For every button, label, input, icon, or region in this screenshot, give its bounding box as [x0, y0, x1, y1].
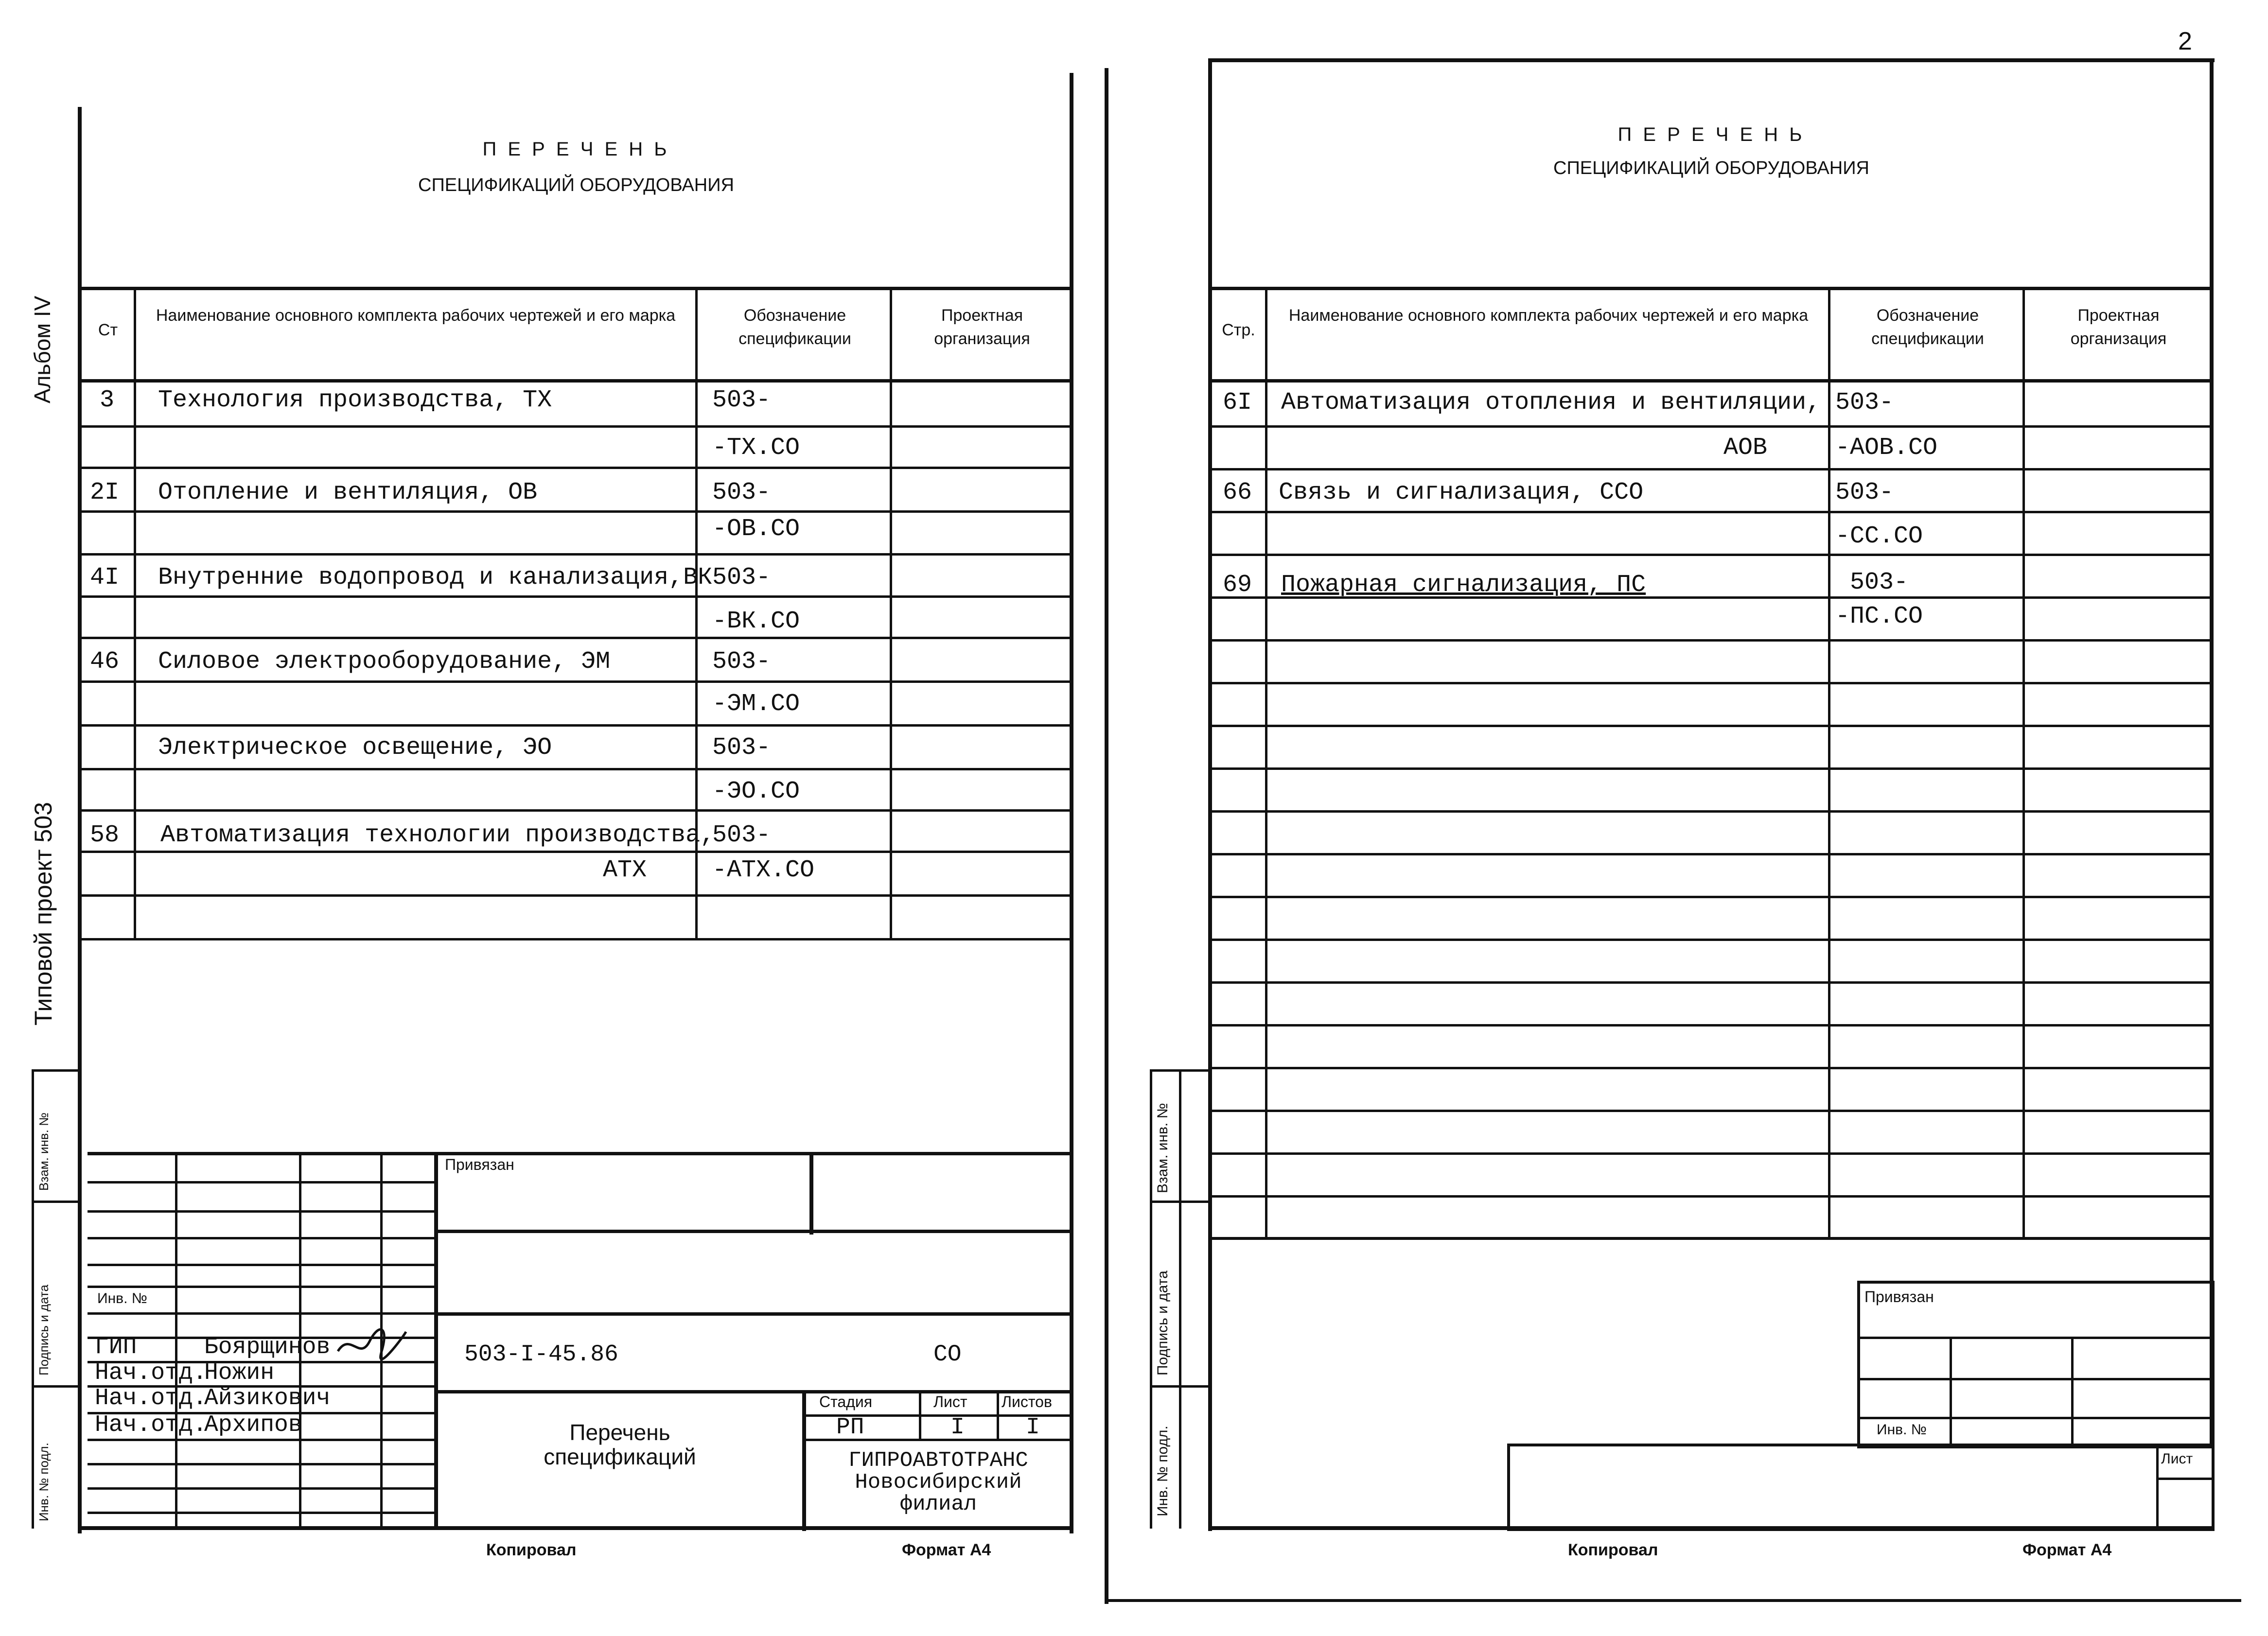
- left-row-line: [80, 851, 1072, 853]
- left-row-1-code2: -ТХ.СО: [712, 434, 800, 462]
- left-row-5-code1: 503-: [712, 734, 771, 762]
- right-row-line: [1211, 1024, 2212, 1027]
- right-margin-line-2: [1179, 1069, 1181, 1529]
- left-row-3-page: 4I: [90, 564, 120, 592]
- right-row-1-name2: АОВ: [1723, 434, 1768, 462]
- right-col-line-3: [2022, 287, 2025, 1239]
- left-table-head-bottom: [80, 379, 1072, 383]
- left-row-line: [80, 595, 1072, 598]
- left-row-4-code2: -ЭМ.СО: [712, 690, 800, 718]
- stamp-h-priv: [435, 1230, 1072, 1233]
- right-row-line: [1211, 639, 2212, 642]
- stamp-v-6: [802, 1390, 806, 1531]
- stamp-project-code: 503-I-45.86: [464, 1341, 618, 1368]
- stamp-name-3: Айзикович: [204, 1385, 331, 1411]
- right-col-code-header: Обозначение спецификации: [1871, 306, 1984, 348]
- right-subtitle: СПЕЦИФИКАЦИЙ ОБОРУДОВАНИЯ: [1553, 158, 1869, 178]
- right-stamp-lower-box: [1507, 1444, 2215, 1531]
- right-row-line: [1211, 939, 2212, 941]
- stamp-sheets-value: I: [1026, 1414, 1040, 1441]
- right-col-line-2: [1828, 287, 1830, 1239]
- right-row-line: [1211, 511, 2212, 513]
- right-row-1-name: Автоматизация отопления и вентиляции,: [1281, 389, 1821, 417]
- stamp-org-3: филиал: [899, 1492, 977, 1516]
- left-row-line: [80, 467, 1072, 469]
- right-stamp-list-v: [2156, 1444, 2159, 1531]
- stamp-row-line: [88, 1312, 435, 1315]
- left-row-2-code2: -ОВ.СО: [712, 515, 800, 543]
- right-stamp-v1: [1950, 1337, 1952, 1448]
- left-margin-cell-1: Взам. инв. №: [36, 1112, 51, 1191]
- left-col-name-header-text: Наименование основного комплекта рабочих чертежей и его марка: [156, 306, 676, 325]
- left-row-3-name: Внутренние водопровод и канализация,ВК: [158, 564, 713, 592]
- left-row-5-name: Электрическое освещение, ЭО: [158, 734, 552, 762]
- left-row-line: [80, 938, 1072, 940]
- left-margin-cell-3: Инв. № подл.: [36, 1443, 51, 1521]
- stamp-v-4: [434, 1152, 438, 1529]
- left-row-line: [80, 809, 1072, 812]
- right-row-3-code2: -ПС.СО: [1835, 603, 1923, 630]
- stamp-org-2: Новосибирский: [855, 1470, 1022, 1495]
- sheet-divider: [1105, 68, 1108, 1604]
- left-row-6-code2: -АТХ.СО: [712, 856, 815, 884]
- stamp-row-line: [88, 1210, 435, 1213]
- left-row-3-code1: 503-: [712, 564, 771, 592]
- left-row-line: [80, 510, 1072, 513]
- stamp-row-line: [88, 1439, 435, 1441]
- left-footer-copied: Копировал: [486, 1541, 577, 1559]
- stamp-v-8: [997, 1390, 999, 1439]
- stamp-row-line: [88, 1181, 435, 1183]
- right-row-line: [1211, 1152, 2212, 1155]
- left-col-org-header: Проектная организация: [934, 306, 1030, 348]
- right-row-2-code1: 503-: [1835, 479, 1894, 506]
- right-stamp-h3: [1857, 1417, 2215, 1419]
- left-col-code-header: Обозначение спецификации: [738, 306, 851, 348]
- right-margin-div-3: [1150, 1385, 1211, 1388]
- stamp-stage-label: Стадия: [819, 1393, 873, 1410]
- right-margin-div-1: [1150, 1069, 1211, 1072]
- right-row-2-code2: -СС.СО: [1835, 522, 1923, 550]
- right-row-line: [1211, 896, 2212, 898]
- left-row-line: [80, 553, 1072, 556]
- left-title: П Е Р Е Ч Е Н Ь: [482, 139, 670, 160]
- left-margin-div-3: [32, 1385, 80, 1388]
- left-margin-line: [32, 1069, 34, 1529]
- stamp-sheets-label: Листов: [1002, 1393, 1052, 1410]
- stamp-doc-title-2: спецификаций: [544, 1444, 696, 1469]
- right-row-line: [1211, 810, 2212, 813]
- stamp-org-1: ГИПРОАВТОТРАНС: [848, 1448, 1028, 1473]
- stamp-row-line: [88, 1237, 435, 1239]
- left-col-name-header: [141, 304, 690, 327]
- left-row-line: [80, 724, 1072, 727]
- left-margin-cell-2: Подпись и дата: [36, 1284, 51, 1375]
- right-title: П Е Р Е Ч Е Н Ь: [1617, 124, 1805, 145]
- stamp-v-5: [809, 1152, 813, 1235]
- left-row-6-name: Автоматизация технологии производства,: [160, 821, 715, 849]
- signature-image: [335, 1322, 408, 1366]
- right-row-3-page: 69: [1223, 571, 1252, 599]
- page-number: 2: [2178, 27, 2192, 55]
- left-side-album-label: Альбом IV: [30, 296, 55, 403]
- right-row-3-name: Пожарная сигнализация, ПС: [1281, 571, 1646, 599]
- left-row-2-page: 2I: [90, 479, 120, 506]
- right-row-3-code1: 503-: [1850, 569, 1909, 596]
- stamp-role-1: ГИП: [95, 1334, 137, 1360]
- right-row-2-page: 66: [1223, 479, 1252, 506]
- right-margin-cell-2: Подпись и дата: [1155, 1271, 1171, 1375]
- right-stamp-list: Лист: [2161, 1451, 2193, 1467]
- right-stamp-list-h: [2156, 1478, 2215, 1480]
- right-table-head-bottom: [1211, 379, 2212, 383]
- left-frame-bottom: [78, 1526, 1073, 1530]
- right-stamp-h2: [1857, 1378, 2215, 1380]
- right-footer-copied: Копировал: [1568, 1541, 1658, 1559]
- stamp-v-1: [175, 1152, 177, 1529]
- left-row-6-page: 58: [90, 821, 120, 849]
- right-row-line: [1211, 767, 2212, 770]
- left-row-2-code1: 503-: [712, 479, 771, 506]
- right-footer-format: Формат А4: [2022, 1541, 2112, 1559]
- left-col-line-3: [890, 287, 892, 940]
- stamp-h-code: [435, 1312, 1072, 1316]
- left-margin-div-1: [32, 1069, 80, 1072]
- left-row-4-name: Силовое электрооборудование, ЭМ: [158, 648, 611, 676]
- stamp-stage-value: РП: [836, 1414, 864, 1441]
- stamp-name-4: Архипов: [204, 1412, 302, 1438]
- bottom-line: [1108, 1599, 2241, 1602]
- left-row-line: [80, 768, 1072, 770]
- right-row-line: [1211, 1195, 2212, 1198]
- right-col-name-header: Наименование основного комплекта рабочих чертежей и его марка: [1288, 306, 1809, 325]
- right-row-line: [1211, 1067, 2212, 1069]
- right-stamp-privyazan: Привязан: [1864, 1288, 1934, 1305]
- stamp-role-3: Нач.отд.: [95, 1385, 207, 1411]
- right-row-2-name: Связь и сигнализация, ССО: [1279, 479, 1644, 506]
- left-row-5-code2: -ЭО.СО: [712, 778, 800, 805]
- stamp-privyazan: Привязан: [445, 1156, 514, 1173]
- left-side-project-label: Типовой проект 503: [30, 802, 57, 1026]
- left-row-4-code1: 503-: [712, 648, 771, 676]
- right-row-line: [1211, 468, 2212, 470]
- left-row-6-code1: 503-: [712, 821, 771, 849]
- left-row-line: [80, 680, 1072, 683]
- left-row-1-name: Технология производства, ТХ: [158, 386, 552, 414]
- left-margin-div-2: [32, 1201, 80, 1203]
- right-table-top: [1211, 287, 2212, 290]
- left-row-line: [80, 425, 1072, 428]
- stamp-name-2: Ножин: [204, 1360, 275, 1386]
- right-frame-right: [2210, 58, 2214, 1448]
- stamp-sheet-label: Лист: [933, 1393, 967, 1410]
- right-frame-top: [1208, 58, 2215, 62]
- stamp-role-4: Нач.отд.: [95, 1412, 207, 1438]
- left-row-line: [80, 637, 1072, 639]
- stamp-name-1: Боярщинов: [204, 1334, 331, 1360]
- right-stamp-v2: [2071, 1337, 2074, 1448]
- right-row-1-code2: -АОВ.СО: [1835, 434, 1938, 462]
- right-margin-line: [1150, 1069, 1152, 1529]
- right-col-line-1: [1265, 287, 1267, 1239]
- right-row-line: [1211, 425, 2212, 428]
- right-col-page-header: Стр.: [1222, 321, 1255, 339]
- left-row-2-name: Отопление и вентиляция, ОВ: [158, 479, 538, 506]
- left-footer-format: Формат А4: [902, 1541, 991, 1559]
- left-col-line-1: [134, 287, 136, 940]
- left-row-1-code1: 503-: [712, 386, 771, 414]
- stamp-sheet-value: I: [950, 1414, 965, 1441]
- right-stamp-top: [1211, 1237, 2212, 1240]
- right-row-line: [1211, 853, 2212, 855]
- right-row-line: [1211, 682, 2212, 684]
- stamp-top: [88, 1152, 1072, 1155]
- left-row-3-code2: -ВК.СО: [712, 608, 800, 635]
- stamp-row-line: [88, 1463, 435, 1465]
- right-row-1-code1: 503-: [1835, 389, 1894, 417]
- left-col-page-header: Ст: [98, 321, 118, 339]
- left-frame-left: [78, 107, 82, 1533]
- left-subtitle: СПЕЦИФИКАЦИЙ ОБОРУДОВАНИЯ: [418, 175, 734, 195]
- left-table-top: [80, 287, 1072, 290]
- right-frame-left: [1208, 58, 1212, 1531]
- right-margin-cell-3: Инв. № подл.: [1155, 1426, 1171, 1516]
- stamp-doc-code: СО: [933, 1341, 962, 1368]
- left-row-line: [80, 894, 1072, 897]
- right-row-1-page: 6I: [1223, 389, 1252, 417]
- stamp-inv: Инв. №: [97, 1290, 147, 1306]
- left-row-1-page: 3: [100, 386, 115, 414]
- right-row-line: [1211, 981, 2212, 984]
- stamp-doc-title-1: Перечень: [569, 1420, 670, 1445]
- stamp-row-line: [88, 1264, 435, 1266]
- stamp-role-2: Нач.отд.: [95, 1360, 207, 1386]
- stamp-v-7: [919, 1390, 921, 1439]
- right-margin-cell-1: Взам. инв. №: [1155, 1103, 1171, 1193]
- right-row-line: [1211, 725, 2212, 727]
- stamp-h-name: [435, 1390, 1072, 1393]
- right-col-org-header: Проектная организация: [2070, 306, 2167, 348]
- right-stamp-h1: [1857, 1337, 2215, 1339]
- stamp-row-line: [88, 1286, 435, 1288]
- stamp-row-line: [88, 1512, 435, 1514]
- left-row-4-page: 46: [90, 648, 120, 676]
- stamp-row-line: [88, 1487, 435, 1490]
- right-margin-div-2: [1150, 1201, 1211, 1203]
- right-row-line: [1211, 554, 2212, 556]
- right-stamp-inv: Инв. №: [1877, 1422, 1927, 1438]
- right-row-line: [1211, 1110, 2212, 1112]
- left-row-6-name2: АТХ: [603, 856, 647, 884]
